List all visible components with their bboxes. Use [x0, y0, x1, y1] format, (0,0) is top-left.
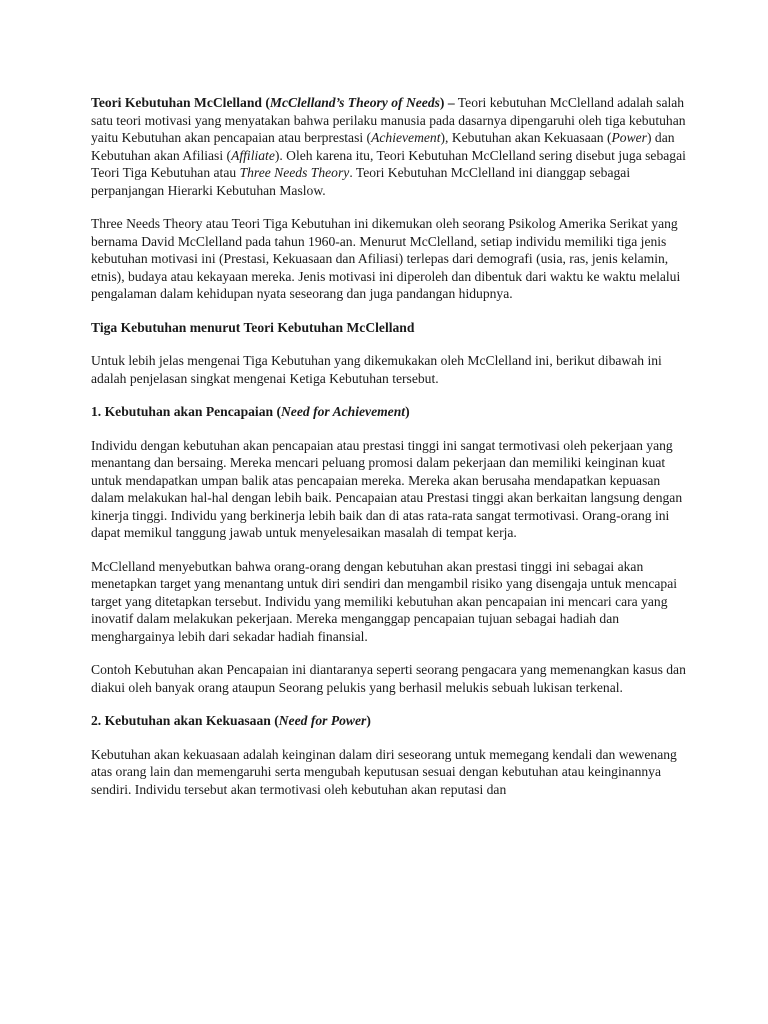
- section-heading: Tiga Kebutuhan menurut Teori Kebutuhan McClelland: [91, 319, 415, 335]
- body-paragraph: Untuk lebih jelas mengenai Tiga Kebutuhan yang dikemukakan oleh McClelland ini, berikut dibawah ini adalah penjelasan singkat mengenai Ketiga Kebutuhan tersebut.: [91, 353, 662, 386]
- section1-heading: [91, 403, 691, 421]
- term-three-needs-theory: Three Needs Theory: [239, 165, 350, 180]
- intro-text: ). Oleh karena itu, Teori Kebutuhan McClelland sering disebut juga sebagai Teori Tiga Kebutuhan atau: [91, 147, 686, 180]
- intro-title-part: ) –: [439, 95, 455, 110]
- heading-part: ): [405, 404, 410, 419]
- intro-text: ) dan Kebutuhan akan Afiliasi (: [91, 130, 675, 163]
- intro-title-part: Teori Kebutuhan McClelland (: [91, 95, 270, 110]
- intro-text: ), Kebutuhan akan Kekuasaan (: [440, 130, 612, 145]
- heading-part: 1. Kebutuhan akan Pencapaian (: [91, 404, 281, 419]
- body-paragraph: Kebutuhan akan kekuasaan adalah keinginan dalam diri seseorang untuk memegang kendali dan wewenang atas orang lain dan memengaruhi serta mengubah keputusan sesuai dengan kebutuhan atau keinginannya sendiri. Individu tersebut akan termotivasi oleh kebutuhan akan reputasi dan: [91, 746, 677, 797]
- heading-part: ): [366, 713, 371, 728]
- term-power: Power: [611, 130, 647, 145]
- heading-italic: Need for Power: [278, 713, 367, 728]
- heading-italic: Need for Achievement: [280, 404, 406, 419]
- body-paragraph: McClelland menyebutkan bahwa orang-orang dengan kebutuhan akan prestasi tinggi ini sebagai akan menetapkan target yang menantang untuk diri sendiri dan mengambil risiko yang disengaja untuk mencapai target yang ditetapkan tersebut. Individu yang memiliki kebutuhan akan pencapaian ini mencari cara yang inovatif dalam melakukan pekerjaan. Mereka menganggap pencapaian tujuan sebagai hadiah dan menghargainya lebih dari sekadar hadiah finansial.: [91, 558, 678, 644]
- term-achievement: Achievement: [371, 130, 441, 145]
- document-page: [91, 94, 691, 814]
- intro-paragraph: [91, 94, 691, 199]
- section2-heading: [91, 712, 691, 730]
- term-affiliate: Affiliate: [231, 147, 275, 163]
- intro-text: . Teori Kebutuhan McClelland ini dianggap sebagai perpanjangan Hierarki Kebutuhan Maslow.: [91, 165, 631, 198]
- intro-text: Teori kebutuhan McClelland adalah salah satu teori motivasi yang menyatakan bahwa perilaku manusia pada dasarnya dipengaruhi oleh tiga kebutuhan yaitu Kebutuhan akan pencapaian atau berprestasi (: [91, 95, 686, 145]
- intro-title: [91, 95, 455, 110]
- intro-title-italic: McClelland’s Theory of Needs: [269, 95, 440, 110]
- body-paragraph: Three Needs Theory atau Teori Tiga Kebutuhan ini dikemukan oleh seorang Psikolog Amerika Serikat yang bernama David McClelland pada tahun 1960-an. Menurut McClelland, setiap individu memiliki tiga jenis kebutuhan motivasi ini (Prestasi, Kekuasaan dan Afiliasi) terlepas dari demografi (usia, ras, jenis kelamin, etnis), budaya atau kekayaan mereka. Jenis motivasi ini diperoleh dan dibentuk dari waktu ke waktu melalui pengalaman dalam kehidupan nyata seseorang dan juga pandangan hidupnya.: [91, 216, 681, 301]
- body-paragraph: Individu dengan kebutuhan akan pencapaian atau prestasi tinggi ini sangat termotivasi oleh pekerjaan yang menantang dan bersaing. Mereka mencari peluang promosi dalam pekerjaan dan memiliki keinginan kuat untuk mendapatkan umpan balik atas pencapaian mereka. Mereka akan berusaha mendapatkan kepuasan dalam melakukan hal-hal dengan lebih baik. Pencapaian atau Prestasi tinggi akan berkaitan langsung dengan kinerja tinggi. Individu yang berkinerja lebih baik dan di atas rata-rata sangat termotivasi. Orang-orang ini dapat memikul tanggung jawab untuk menyelesaikan masalah di tempat kerja.: [91, 437, 683, 540]
- heading-part: 2. Kebutuhan akan Kekuasaan (: [91, 713, 279, 728]
- body-paragraph: Contoh Kebutuhan akan Pencapaian ini diantaranya seperti seorang pengacara yang memenangkan kasus dan diakui oleh banyak orang ataupun Seorang pelukis yang berhasil melukis sebuah lukisan terkenal.: [91, 662, 686, 695]
